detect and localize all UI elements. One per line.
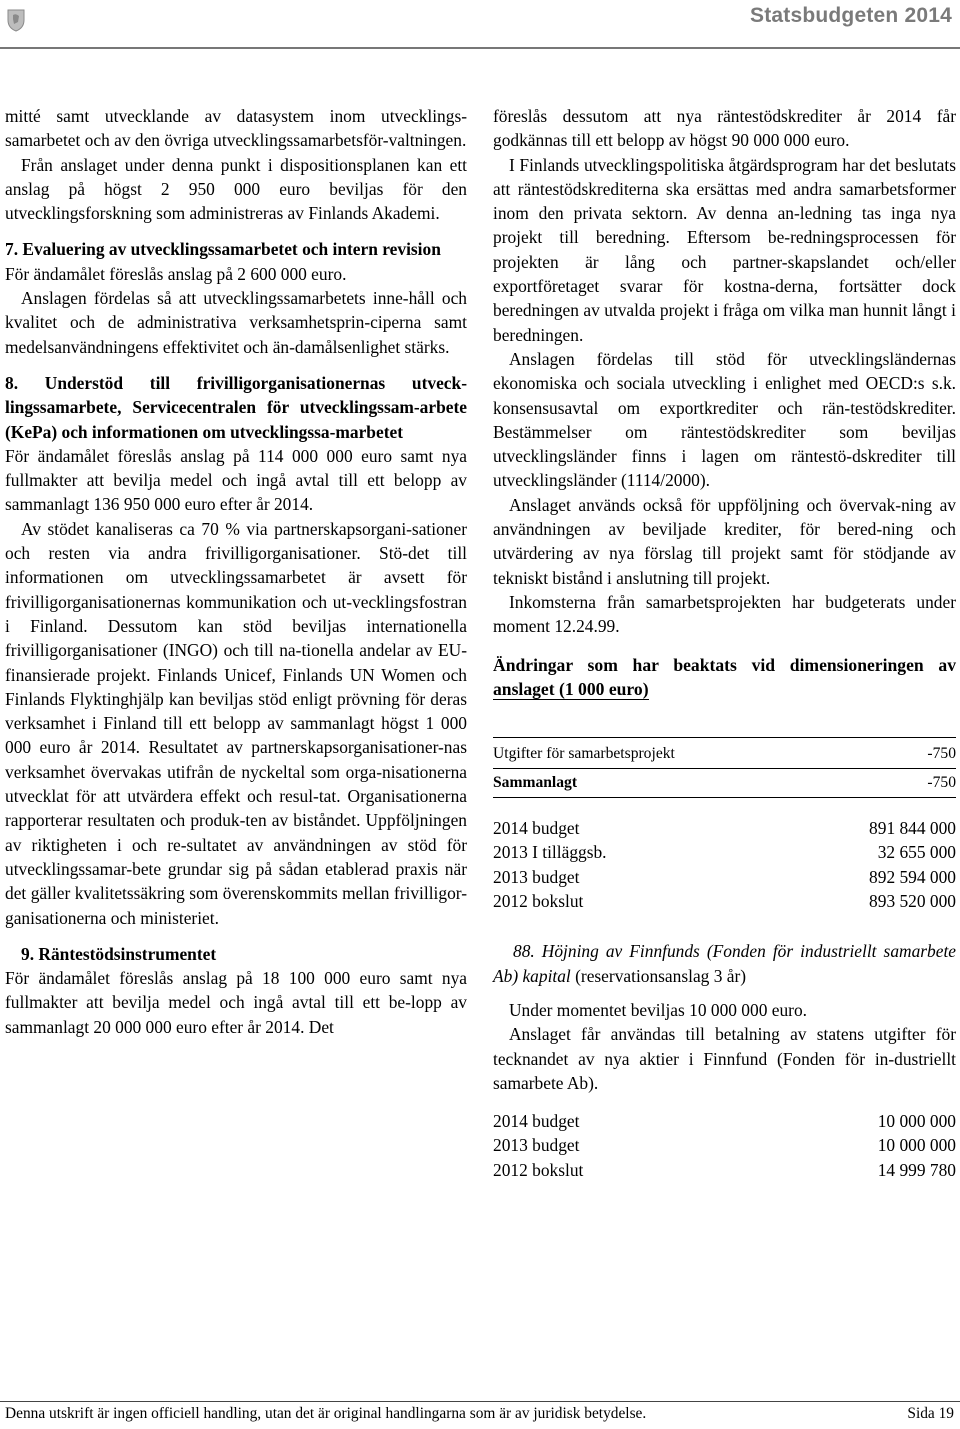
row-label: 2012 bokslut (493, 1159, 584, 1180)
section-heading-8: 8. Understöd till frivilligorganisationernas utveck-lingssamarbete, Servicecentralen för utvecklingssam-arbete (KePa) och informationen om utvecklingssa-marbetet (5, 372, 467, 442)
budget-table (493, 816, 956, 913)
row-value: -750 (927, 773, 956, 791)
item-88-title: 88. Höjning av Finnfunds (Fonden för industriellt samarbete Ab) kapital (493, 941, 956, 986)
table-row (493, 816, 956, 840)
row-value: 14 999 780 (877, 1159, 956, 1180)
row-label: Utgifter för samarbetsprojekt (493, 744, 675, 762)
table-row (493, 865, 956, 889)
header-divider (0, 47, 960, 49)
paragraph: Från anslaget under denna punkt i dispositionsplanen kan ett anslag på högst 2 950 000 euro beviljas för den utvecklingsforskning som administreras av Finlands Akademi. (5, 154, 467, 224)
changes-heading-line1: Ändringar som har beaktats vid dimensioneringen av (493, 654, 956, 675)
paragraph: Anslagen fördelas så att utvecklingssamarbetets inne-håll och kvalitet och de administrativa verksamhetsprin-ciperna samt medelsanvändningens effektivitet och än-damålsenlighet stärks. (5, 288, 467, 357)
changes-heading-line2: anslaget (1 000 euro) (493, 678, 649, 699)
budget-table (493, 1109, 956, 1182)
paragraph: För ändamålet föreslås anslag på 2 600 000 euro. (5, 263, 347, 284)
table-row (493, 840, 956, 864)
paragraph: Anslaget används också för uppföljning och övervak-ning av användningen av beviljade krediter, för bered-ning och utvärdering av nya förslag till projekt samt för stödjande av tekniskt bistånd i anslutning till projekt. (493, 494, 956, 588)
table-total-row (493, 771, 956, 795)
finland-coat-of-arms-icon (6, 8, 26, 32)
table-row (493, 889, 956, 913)
row-label: Sammanlagt (493, 773, 578, 791)
row-value: 10 000 000 (877, 1111, 956, 1132)
paragraph: Av stödet kanaliseras ca 70 % via partnerskapsorgani-sationer och resten via andra frivilligorganisationer. Stö-det till informationen om utvecklingssamarbetet är avsett för frivilligorganisationernas kommunikation och ut-vecklingsfostran i Finland. Dessutom kan stöd beviljas internationella frivilligorganisationer (INGO) och till na-tionella andelar av EU-finansierade projekt. Finlands Unicef, Finlands UN Women och Finlands Flyktinghjälp kan beviljas stöd enligt prövning för deras verksamhet i Finland till ett belopp av sammanlagt högst 1 000 000 euro år 2014. Resultatet av partnerskapsorganisationer-nas verksamhet övervakas utifrån de nyckeltal som orga-nisationerna utvecklat för att utvärdera effekt och resul-tat. Organisationerna rapporterar resultaten och produk-ten av biståndet. Uppföljningen av riktigheten i och re-sultatet av användningen av stöd för utvecklingssamar-bete grundar sig på sådan etablerad praxis när det gäller kvalitetssäkring som överenskommits mellan frivilligor-ganisationerna och ministeriet. (5, 518, 467, 928)
row-value: -750 (927, 744, 956, 762)
item-88-note: (reservationsanslag 3 år) (570, 965, 747, 986)
paragraph: Inkomsterna från samarbetsprojekten har budgeterats under moment 12.24.99. (493, 591, 956, 637)
section-heading-7: 7. Evaluering av utvecklingssamarbetet och intern revision (5, 239, 441, 260)
row-value: 892 594 000 (869, 866, 956, 887)
right-column (493, 104, 956, 1182)
paragraph: föreslås dessutom att nya räntestödskrediter år 2014 får godkännas till ett belopp av högst 90 000 000 euro. (493, 106, 956, 151)
page-header (0, 0, 960, 100)
table-row (493, 742, 956, 766)
row-label: 2014 budget (493, 818, 580, 839)
document-title: Statsbudgeten 2014 (750, 4, 952, 27)
row-label: 2013 budget (493, 1135, 580, 1156)
paragraph: Under momentet beviljas 10 000 000 euro. (509, 999, 807, 1020)
table-row (493, 1133, 956, 1157)
paragraph: mitté samt utvecklande av datasystem inom utvecklings-samarbetet och av den övriga utvecklingssamarbetsför-valtningen. (5, 106, 467, 151)
paragraph: För ändamålet föreslås anslag på 114 000 000 euro samt nya fullmakter att bevilja medel och ingå avtal till ett belopp av sammanlagt 136 950 000 euro efter år 2014. (5, 445, 467, 515)
footer-disclaimer: Denna utskrift är ingen officiell handling, utan det är original handlingarna som är av juridisk betydelse. (5, 1405, 647, 1422)
paragraph: I Finlands utvecklingspolitiska åtgärdsprogram har det beslutats att räntestödskrediterna ska ersättas med andra samarbetsformer inom den privata sektorn. Av denna an-ledning tas inga nya projekt till beredning. Eftersom be-redningsprocessen för projekten är lång och partner-skapslandet och/eller exportföretaget svarar för kostna-derna, fortsätter dock beredningen av utvalda projekt i fråga om vilka man hunnit långt i beredningen. (493, 154, 956, 345)
row-value: 32 655 000 (877, 842, 956, 863)
paragraph: Anslagen fördelas till stöd för utvecklingsländernas ekonomiska och sociala utveckling i enlighet med OECD:s s.k. konsensusavtal om exportkrediter och rän-testödskrediter. Bestämmelser om räntestödskrediter som beviljas utvecklingsländer finns i lagen om räntestö-dskrediter till utvecklingsländer (1114/2000). (493, 348, 956, 491)
row-value: 891 844 000 (869, 818, 956, 839)
footer-divider (0, 1401, 960, 1402)
row-label: 2013 budget (493, 866, 580, 887)
row-label: 2013 I tilläggsb. (493, 842, 607, 863)
row-label: 2012 bokslut (493, 891, 584, 912)
row-value: 893 520 000 (869, 891, 956, 912)
changes-heading (493, 653, 956, 701)
section-heading-9: 9. Räntestödsinstrumentet (21, 943, 217, 964)
table-row (493, 1109, 956, 1133)
row-value: 10 000 000 (877, 1135, 956, 1156)
left-column (5, 104, 467, 1039)
row-label: 2014 budget (493, 1111, 580, 1132)
item-88-heading (493, 939, 956, 988)
paragraph: För ändamålet föreslås anslag på 18 100 000 euro samt nya fullmakter att bevilja medel och ingå avtal till ett be-lopp av sammanlagt 20 000 000 euro efter år 2014. Det (5, 968, 467, 1037)
page-number: Sida 19 (907, 1405, 954, 1422)
table-row (493, 1158, 956, 1182)
paragraph: Anslaget får användas till betalning av statens utgifter för tecknandet av nya aktier i Finnfund (Fonden för in-dustriellt samarbete Ab). (493, 1024, 956, 1093)
